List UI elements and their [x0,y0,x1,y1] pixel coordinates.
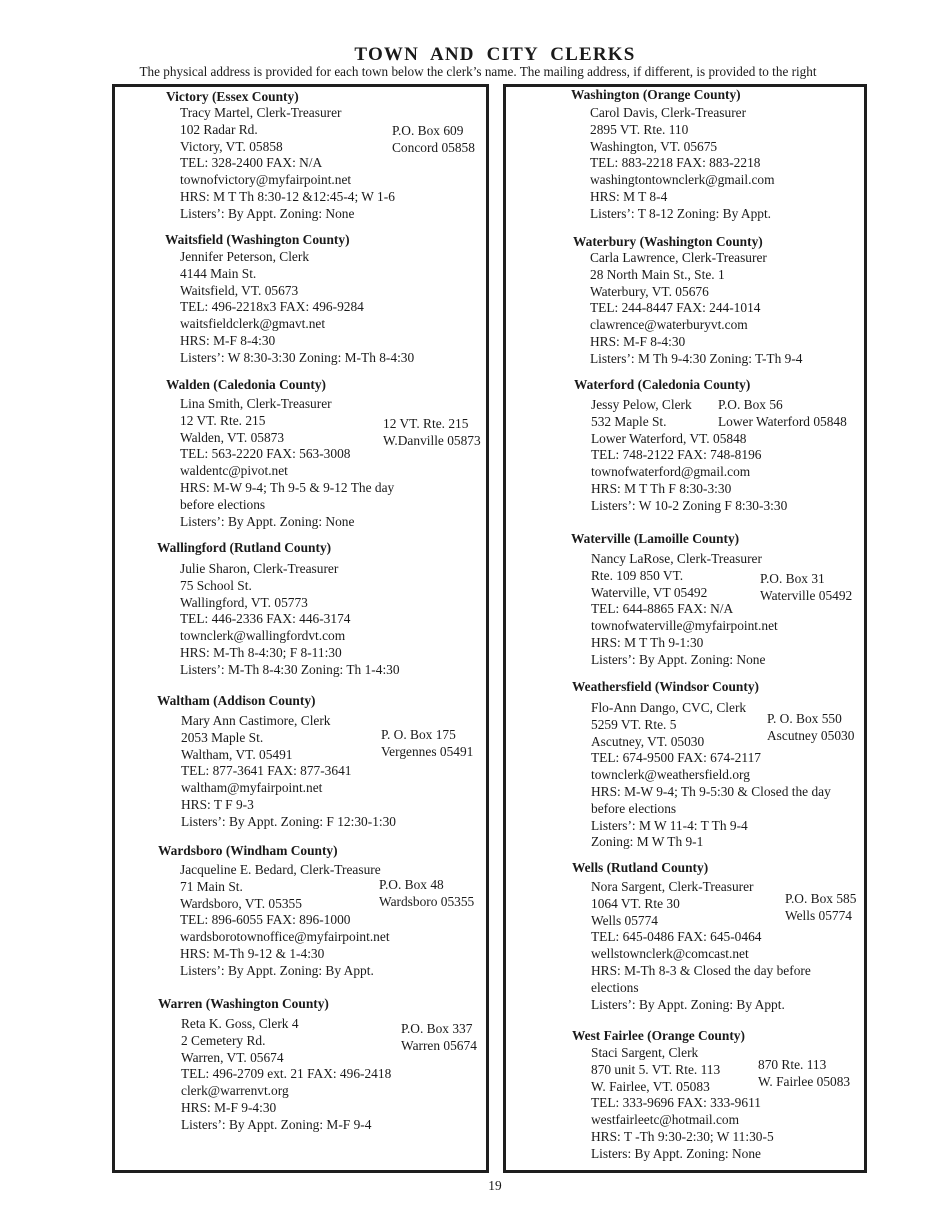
clerk-detail-line: townclerk@wallingfordvt.com [180,628,346,644]
clerk-detail-line: HRS: M-F 8-4:30 [590,334,686,349]
clerk-detail-line: TEL: 645-0486 FAX: 645-0464 [591,929,762,945]
clerk-detail-line: Mary Ann Castimore, Clerk [181,713,331,728]
town-name: Washington (Orange County) [571,87,741,102]
clerk-detail-line: TEL: 644-8865 FAX: N/A [591,601,734,617]
clerk-detail-line: Jacqueline E. Bedard, Clerk-Treasure [180,862,381,877]
town-name: Wells (Rutland County) [572,860,709,875]
page-number: 19 [488,1178,502,1193]
clerk-detail-line: Nancy LaRose, Clerk-Treasurer [591,551,762,566]
clerk-detail-line: Ascutney, VT. 05030 [591,733,705,749]
clerk-detail-line: TEL: 333-9696 FAX: 333-9611 [591,1095,761,1111]
clerk-detail-line: townofwaterford@gmail.com [591,464,751,480]
clerk-detail-line: TEL: 674-9500 FAX: 674-2117 [591,750,761,766]
clerk-detail-line: W. Fairlee, VT. 05083 [591,1078,710,1094]
clerk-detail-line: 870 unit 5. VT. Rte. 113 [591,1061,721,1077]
clerk-detail-line: Wardsboro, VT. 05355 [180,895,302,911]
clerk-detail-line: westfairleetc@hotmail.com [591,1112,740,1128]
clerk-detail-line: Waterville, VT 05492 [591,584,708,600]
clerk-detail-line: 1064 VT. Rte 30 [591,895,680,911]
town-name: Waterford (Caledonia County) [574,377,751,392]
mailing-address-line: Waterville 05492 [760,587,853,603]
town-name: Waterbury (Washington County) [573,234,763,249]
clerk-detail-line: Reta K. Goss, Clerk 4 [181,1016,299,1031]
clerk-detail-line: Listers’: M-Th 8-4:30 Zoning: Th 1-4:30 [180,661,400,677]
town-name: Waitsfield (Washington County) [165,232,350,247]
mailing-address-line: P.O. Box 609 [392,123,464,138]
clerk-detail-line: Waltham, VT. 05491 [181,746,293,762]
clerk-detail-line: Staci Sargent, Clerk [591,1045,699,1060]
mailing-address-line: Ascutney 05030 [767,727,855,743]
clerk-detail-line: HRS: M-Th 8-4:30; F 8-11:30 [180,645,342,660]
mailing-address-line: P. O. Box 550 [767,711,842,726]
clerk-detail-line: HRS: M-Th 8-3 & Closed the day before [591,963,811,978]
clerk-detail-line: Listers’: M Th 9-4:30 Zoning: T-Th 9-4 [590,350,803,366]
clerk-detail-line: HRS: M T 8-4 [590,189,668,204]
clerk-detail-line: HRS: M-W 9-4; Th 9-5 & 9-12 The day [180,480,395,495]
town-name: Wardsboro (Windham County) [158,843,338,858]
town-name: Wallingford (Rutland County) [157,540,332,555]
clerk-detail-line: 2053 Maple St. [181,729,264,745]
clerk-detail-line: Lina Smith, Clerk-Treasurer [180,396,332,411]
clerk-detail-line: Zoning: M W Th 9-1 [591,834,704,850]
clerk-detail-line: Listers’: By Appt. Zoning: None [180,205,355,221]
clerk-detail-line: wardsborotownoffice@myfairpoint.net [180,929,390,945]
mailing-address-line: 12 VT. Rte. 215 [383,416,469,431]
clerk-detail-line: Listers’: By Appt. Zoning: None [591,651,766,667]
clerk-detail-line: Waitsfield, VT. 05673 [180,282,299,298]
clerk-detail-line: 2 Cemetery Rd. [181,1032,266,1048]
clerk-detail-line: 102 Radar Rd. [180,121,258,137]
clerk-detail-line: 532 Maple St. [591,413,667,429]
clerk-detail-line: townofvictory@myfairpoint.net [180,172,352,188]
clerk-detail-line: washingtontownclerk@gmail.com [590,172,775,188]
clerk-detail-line: HRS: M-F 8-4:30 [180,333,276,348]
clerk-detail-line: waltham@myfairpoint.net [181,780,323,796]
clerk-detail-line: Carla Lawrence, Clerk-Treasurer [590,250,767,265]
clerk-detail-line: waldentc@pivot.net [180,463,288,479]
town-name: Weathersfield (Windsor County) [572,679,759,694]
clerk-detail-line: clawrence@waterburyvt.com [590,317,748,333]
clerk-detail-line: Warren, VT. 05674 [181,1049,284,1065]
mailing-address-line: Wells 05774 [785,907,852,923]
mailing-address-line: Concord 05858 [392,139,475,155]
clerk-detail-line: Listers’: By Appt. Zoning: M-F 9-4 [181,1116,372,1132]
clerk-detail-line: TEL: 446-2336 FAX: 446-3174 [180,611,351,627]
clerk-detail-line: HRS: M-F 9-4:30 [181,1100,277,1115]
town-name: Waltham (Addison County) [157,693,316,708]
clerk-detail-line: Listers’: By Appt. Zoning: By Appt. [591,996,785,1012]
mailing-address-line: Warren 05674 [401,1037,477,1053]
clerk-detail-line: TEL: 496-2709 ext. 21 FAX: 496-2418 [181,1066,392,1082]
clerk-detail-line: Washington, VT. 05675 [590,138,718,154]
clerk-detail-line: Listers’: W 8:30-3:30 Zoning: M-Th 8-4:30 [180,349,415,365]
clerk-detail-line: Wallingford, VT. 05773 [180,594,308,610]
clerk-detail-line: HRS: M T Th 8:30-12 &12:45-4; W 1-6 [180,189,395,204]
clerk-detail-line: Julie Sharon, Clerk-Treasurer [180,561,339,576]
mailing-address-line: 870 Rte. 113 [758,1057,827,1072]
clerk-detail-line: TEL: 328-2400 FAX: N/A [180,155,323,171]
mailing-address-line: P. O. Box 175 [381,727,456,742]
clerk-detail-line: Nora Sargent, Clerk-Treasurer [591,879,754,894]
clerk-detail-line: HRS: T F 9-3 [181,797,254,812]
clerk-detail-line: before elections [591,800,677,816]
mailing-address-line: P.O. Box 31 [760,571,825,586]
clerk-detail-line: waitsfieldclerk@gmavt.net [180,316,326,332]
clerk-detail-line: TEL: 496-2218x3 FAX: 496-9284 [180,299,364,315]
clerk-detail-line: townofwaterville@myfairpoint.net [591,618,778,634]
clerk-detail-line: Jessy Pelow, Clerk [591,397,692,412]
clerk-detail-line: Carol Davis, Clerk-Treasurer [590,105,747,120]
clerk-detail-line: HRS: M-Th 9-12 & 1-4:30 [180,946,325,961]
clerk-detail-line: HRS: T -Th 9:30-2:30; W 11:30-5 [591,1129,774,1144]
clerk-detail-line: Listers’: By Appt. Zoning: F 12:30-1:30 [181,813,396,829]
clerk-detail-line: Listers: By Appt. Zoning: None [591,1145,761,1161]
mailing-address-line: Vergennes 05491 [381,743,474,759]
clerk-detail-line: Wells 05774 [591,912,658,928]
clerk-detail-line: TEL: 244-8447 FAX: 244-1014 [590,300,761,316]
clerk-detail-line: Listers’: T 8-12 Zoning: By Appt. [590,205,772,221]
clerk-detail-line: clerk@warrenvt.org [181,1083,289,1099]
clerk-detail-line: 28 North Main St., Ste. 1 [590,266,725,282]
mailing-address-line: Lower Waterford 05848 [718,413,847,429]
clerk-detail-line: Tracy Martel, Clerk-Treasurer [180,105,342,120]
clerk-detail-line: 12 VT. Rte. 215 [180,412,266,428]
clerk-detail-line: Waterbury, VT. 05676 [590,283,709,299]
clerk-detail-line: 4144 Main St. [180,265,257,281]
page-subtitle: The physical address is provided for each town below the clerk’s name. The mailing address, if different, is provided to the right [139,64,817,79]
mailing-address-line: Wardsboro 05355 [379,893,475,909]
clerk-detail-line: HRS: M T Th F 8:30-3:30 [591,481,732,496]
town-name: Walden (Caledonia County) [166,377,326,392]
clerk-detail-line: Walden, VT. 05873 [180,429,285,445]
clerk-detail-line: 2895 VT. Rte. 110 [590,121,689,137]
clerk-detail-line: Jennifer Peterson, Clerk [180,249,310,264]
town-name: Victory (Essex County) [166,89,299,104]
town-name: Waterville (Lamoille County) [571,531,740,546]
clerk-detail-line: Victory, VT. 05858 [180,138,283,154]
clerk-detail-line: 75 School St. [180,577,252,593]
clerk-detail-line: TEL: 883-2218 FAX: 883-2218 [590,155,761,171]
clerk-detail-line: Lower Waterford, VT. 05848 [591,430,747,446]
clerk-detail-line: 71 Main St. [180,878,243,894]
mailing-address-line: P.O. Box 56 [718,397,783,412]
clerk-detail-line: Listers’: W 10-2 Zoning F 8:30-3:30 [591,497,788,513]
town-name: Warren (Washington County) [158,996,329,1011]
mailing-address-line: P.O. Box 337 [401,1021,473,1036]
clerk-detail-line: townclerk@weathersfield.org [591,767,750,783]
mailing-address-line: W. Fairlee 05083 [758,1073,851,1089]
clerk-detail-line: TEL: 896-6055 FAX: 896-1000 [180,912,351,928]
clerk-detail-line: Flo-Ann Dango, CVC, Clerk [591,700,747,715]
clerk-detail-line: before elections [180,496,266,512]
page-title: TOWN AND CITY CLERKS [354,44,636,65]
mailing-address-line: P.O. Box 48 [379,877,444,892]
clerk-detail-line: TEL: 563-2220 FAX: 563-3008 [180,446,351,462]
mailing-address-line: W.Danville 05873 [383,432,481,448]
clerk-detail-line: Rte. 109 850 VT. [591,567,684,583]
clerk-detail-line: 5259 VT. Rte. 5 [591,716,677,732]
clerk-detail-line: TEL: 748-2122 FAX: 748-8196 [591,447,762,463]
clerk-detail-line: HRS: M-W 9-4; Th 9-5:30 & Closed the day [591,784,831,799]
clerk-detail-line: Listers’: By Appt. Zoning: By Appt. [180,962,374,978]
mailing-address-line: P.O. Box 585 [785,891,857,906]
town-name: West Fairlee (Orange County) [572,1028,745,1043]
clerk-detail-line: elections [591,979,639,995]
clerk-detail-line: TEL: 877-3641 FAX: 877-3641 [181,763,352,779]
clerk-detail-line: Listers’: By Appt. Zoning: None [180,513,355,529]
clerk-detail-line: Listers’: M W 11-4: T Th 9-4 [591,817,748,833]
clerk-detail-line: HRS: M T Th 9-1:30 [591,635,704,650]
clerk-detail-line: wellstownclerk@comcast.net [591,946,749,962]
